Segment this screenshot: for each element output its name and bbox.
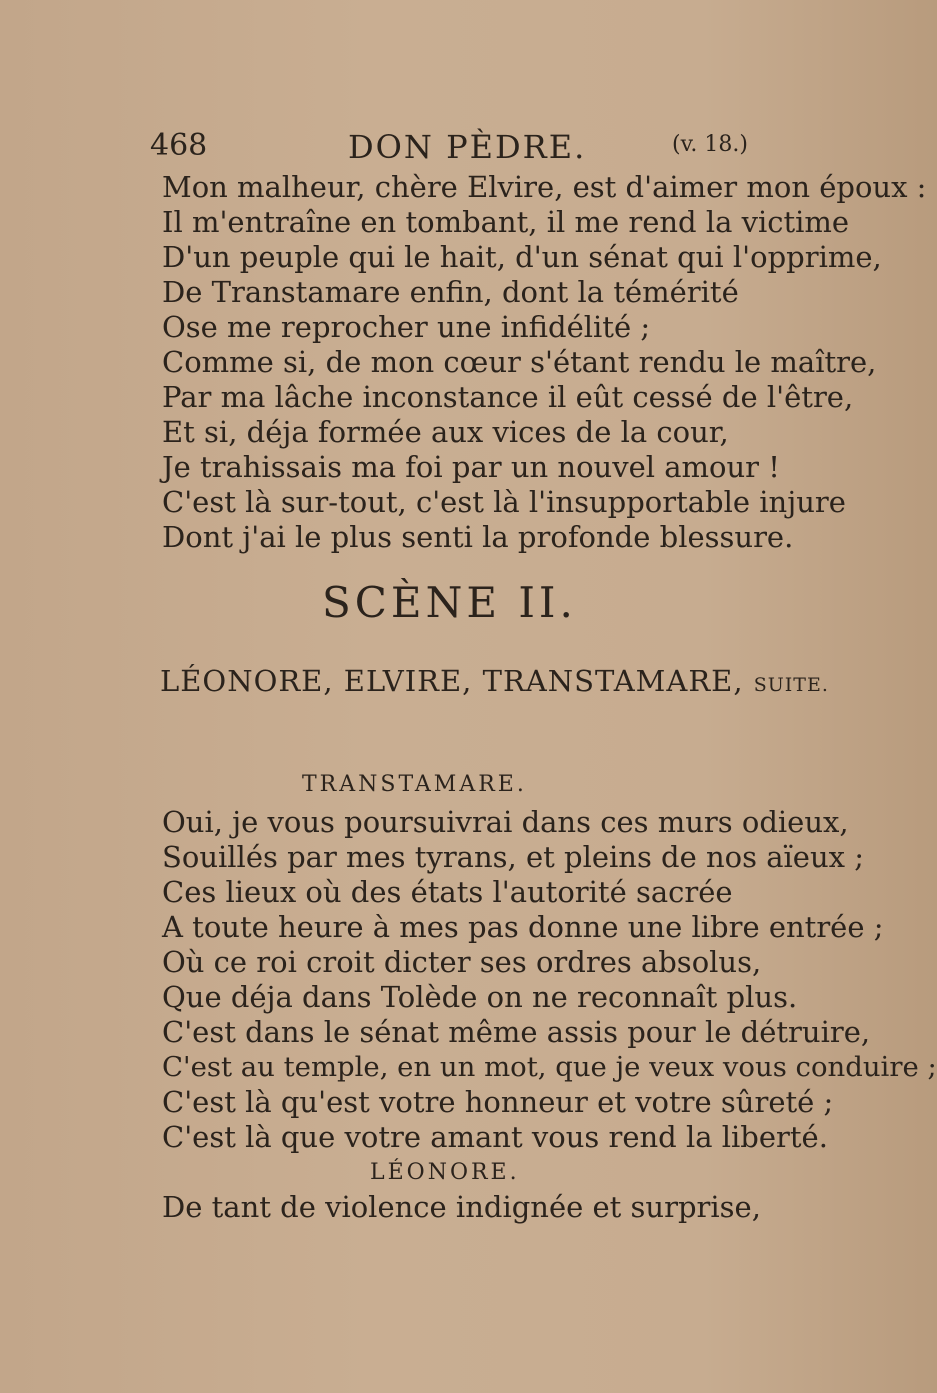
verse-line: C'est là que votre amant vous rend la liberté.: [162, 1120, 828, 1154]
verse-line: Par ma lâche inconstance il eût cessé de l'être,: [162, 380, 854, 414]
verse-line: Et si, déja formée aux vices de la cour,: [162, 415, 729, 449]
verse-line: C'est au temple, en un mot, que je veux vous conduire ;: [162, 1051, 937, 1083]
verse-line: Oui, je vous poursuivrai dans ces murs odieux,: [162, 805, 849, 839]
page-number: 468: [150, 128, 208, 163]
verse-line: Souillés par mes tyrans, et pleins de nos aïeux ;: [162, 840, 864, 874]
verse-line: C'est dans le sénat même assis pour le détruire,: [162, 1015, 871, 1049]
suite-label: SUITE.: [753, 674, 829, 696]
verse-line: Mon malheur, chère Elvire, est d'aimer mon époux :: [162, 170, 927, 204]
verse-line: Comme si, de mon cœur s'étant rendu le maître,: [162, 345, 877, 379]
speaker-name: TRANSTAMARE.: [302, 772, 527, 797]
verse-line: C'est là qu'est votre honneur et votre sûreté ;: [162, 1085, 834, 1119]
verse-line: Que déja dans Tolède on ne reconnaît plus.: [162, 980, 798, 1014]
speaker-name: LÉONORE.: [370, 1160, 520, 1185]
verse-line: Dont j'ai le plus senti la profonde blessure.: [162, 520, 794, 554]
running-header: [150, 128, 770, 172]
verse-line: De Transtamare enfin, dont la témérité: [162, 275, 739, 309]
scene-title: SCÈNE II.: [322, 578, 577, 627]
verse-line: De tant de violence indignée et surprise,: [162, 1190, 761, 1224]
verse-line: A toute heure à mes pas donne une libre entrée ;: [162, 910, 884, 944]
character-list: LÉONORE, ELVIRE, TRANSTAMARE,: [160, 664, 744, 698]
verse-line: Où ce roi croit dicter ses ordres absolus,: [162, 945, 762, 979]
verse-line: Je trahissais ma foi par un nouvel amour !: [162, 450, 780, 484]
verse-line: D'un peuple qui le hait, d'un sénat qui l'opprime,: [162, 240, 882, 274]
verse-line: Ces lieux où des états l'autorité sacrée: [162, 875, 733, 909]
verse-line: C'est là sur-tout, c'est là l'insupportable injure: [162, 485, 846, 519]
verse-reference: (v. 18.): [672, 132, 748, 157]
scene-characters: [160, 664, 829, 698]
verse-line: Ose me reprocher une infidélité ;: [162, 310, 651, 344]
running-title: DON PÈDRE.: [348, 128, 587, 166]
verse-line: Il m'entraîne en tombant, il me rend la victime: [162, 205, 850, 239]
